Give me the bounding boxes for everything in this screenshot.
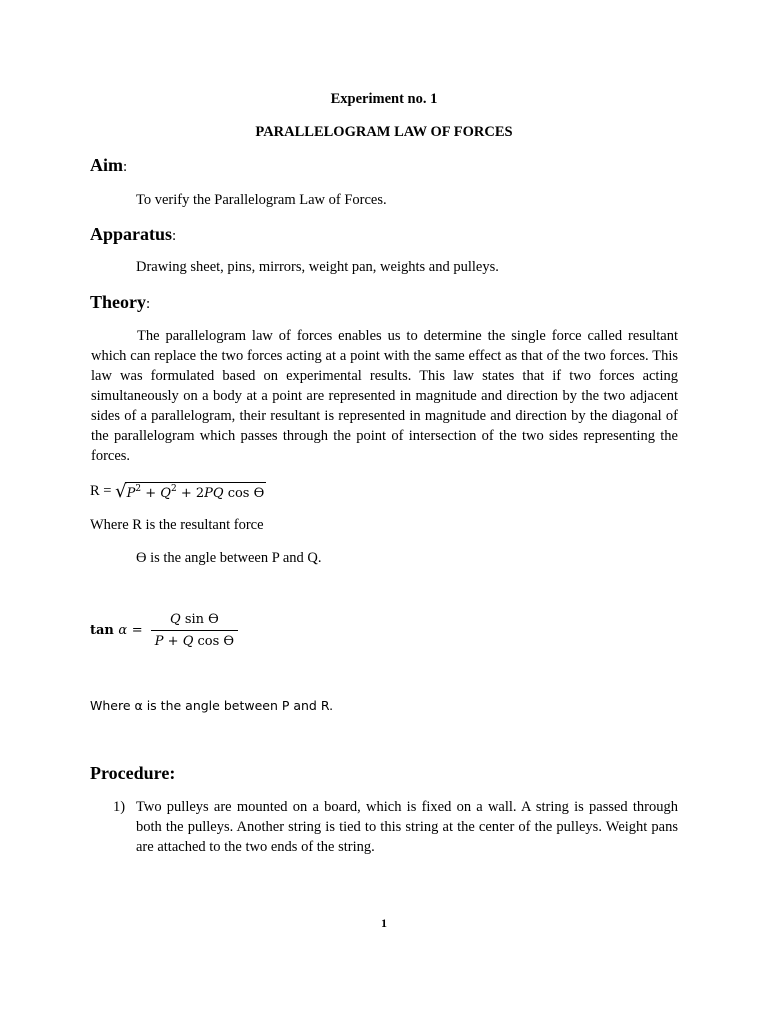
resultant-formula xyxy=(90,481,266,502)
apparatus-text: Drawing sheet, pins, mirrors, weight pan, weights and pulleys. xyxy=(136,259,499,275)
procedure-list xyxy=(113,797,678,857)
document-title: PARALLELOGRAM LAW OF FORCES xyxy=(255,124,513,140)
aim-heading: Aim: xyxy=(90,155,128,175)
tan-alpha-formula: tan α = $\frac{\text{Q sin ϴ}}{\text{P + Q cos ϴ}}$ xyxy=(90,612,238,649)
page-number: 1 xyxy=(381,916,387,930)
tan-label: tan xyxy=(90,623,114,638)
formula-r-lhs: R = xyxy=(90,482,112,499)
fraction-denominator: P + Q cos ϴ xyxy=(154,634,235,649)
theory-heading: Theory: xyxy=(90,292,151,312)
square-root: $√P^2 + Q^2 + 2PQ$ cos ϴ xyxy=(115,481,265,502)
experiment-number: Experiment no. 1 xyxy=(330,91,438,107)
where-r-text: Where R is the resultant force xyxy=(90,517,264,533)
procedure-heading: Procedure: xyxy=(90,763,176,783)
theory-paragraph: The parallelogram law of forces enables us to determine the single force called resultant which can replace the two forces acting at a point with the same effect as that of the two forces. This law was formulated based on experimental results. This law states that if two forces acting simultaneously on a body at a point are represented in magnitude and direction by the two adjacent sides of a parallelogram, their resultant is represented in magnitude and direction by the diagonal of the parallelogram which passes through the point of intersection of the two sides representing the forces. xyxy=(91,328,678,464)
fraction xyxy=(151,612,238,649)
list-item-number: 1) xyxy=(113,799,126,815)
fraction-numerator: Q sin ϴ xyxy=(151,612,238,631)
alpha-symbol: α xyxy=(118,623,128,638)
aim-text: To verify the Parallelogram Law of Forces. xyxy=(136,192,387,208)
list-item-text: Two pulleys are mounted on a board, which is fixed on a wall. A string is passed through both the pulleys. Another string is tied to this string at the center of the pulleys. Weight pans are attached to the two ends of the string. xyxy=(136,799,678,855)
list-item xyxy=(113,797,678,857)
where-theta-text: ϴ is the angle between P and Q. xyxy=(136,550,322,566)
apparatus-heading: Apparatus: xyxy=(90,224,177,244)
where-alpha-text: Where α is the angle between P and R. xyxy=(90,698,334,713)
